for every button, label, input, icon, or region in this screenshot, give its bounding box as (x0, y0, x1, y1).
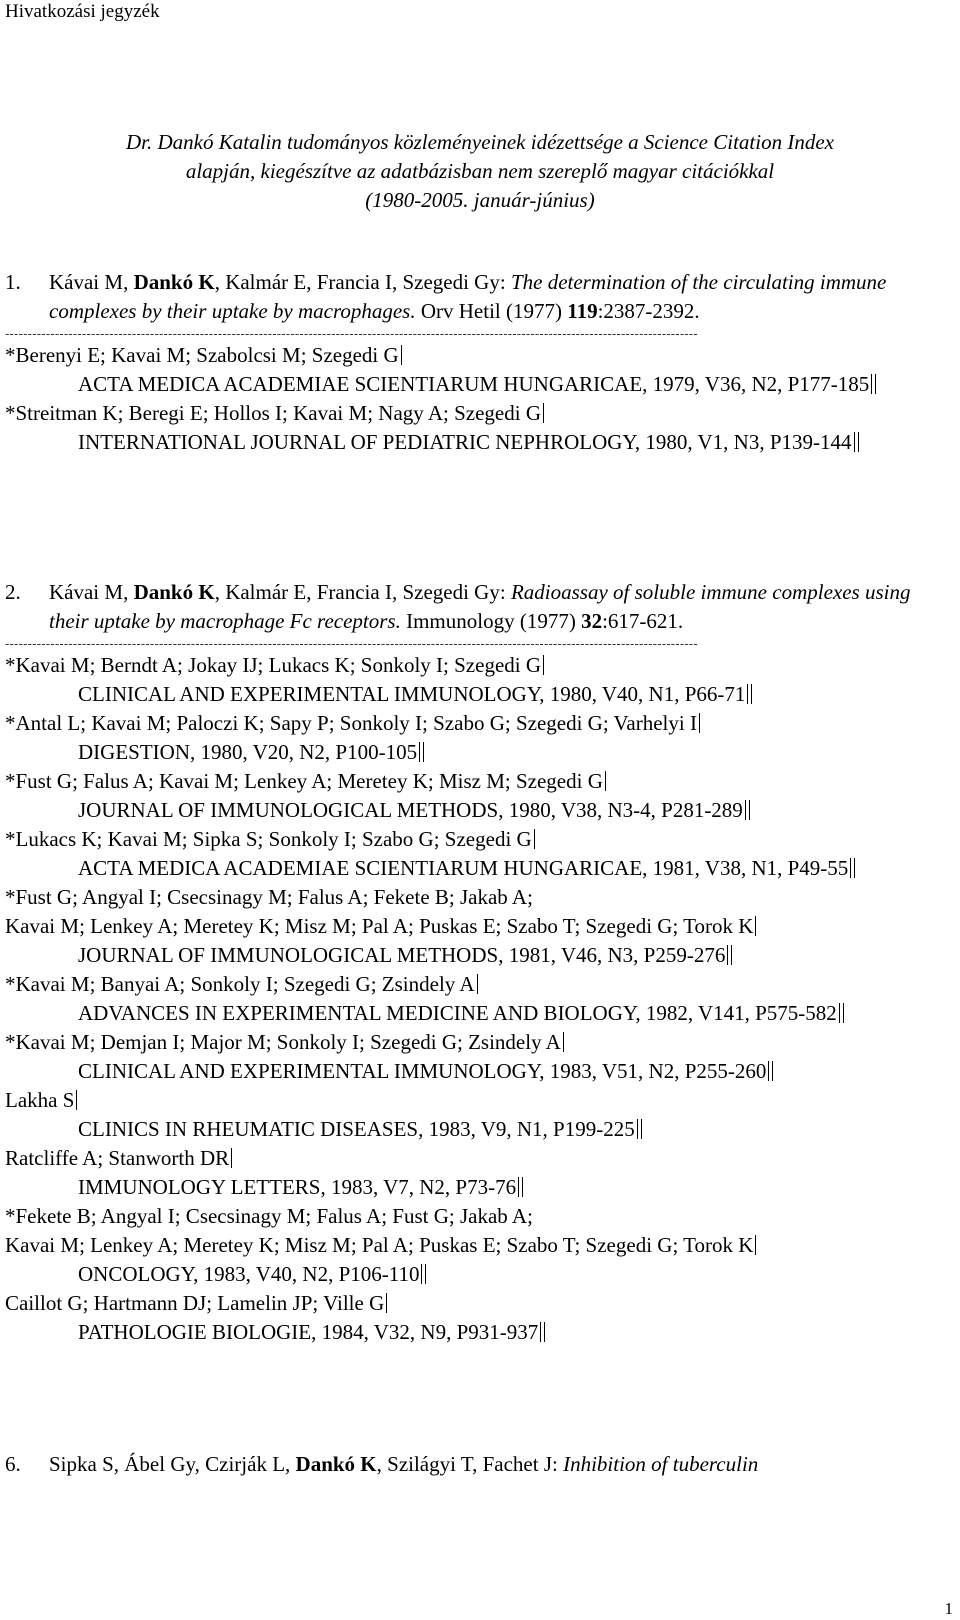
field-delimiter-mark (755, 1235, 756, 1255)
citation-journal (5, 999, 950, 1028)
record-delimiter-mark (749, 800, 750, 820)
record-delimiter-mark (421, 1264, 422, 1284)
field-delimiter-mark (401, 345, 402, 365)
citation-journal-text: CLINICAL AND EXPERIMENTAL IMMUNOLOGY, 1980, V40, N1, P66-71 (78, 682, 746, 706)
citation-journal (5, 1260, 950, 1289)
separator-line: --------------------------------------------------------------------------------------------------------------------------------------------------------- (5, 326, 698, 341)
highlighted-author: Dankó K (133, 270, 215, 294)
record-delimiter-mark (727, 945, 728, 965)
article-title: The determination of the circulating immune complexes by their uptake by macrophages. (49, 270, 887, 323)
page-header: Hivatkozási jegyzék (5, 1, 160, 22)
citation-authors-text: *Antal L; Kavai M; Paloczi K; Sapy P; Sonkoly I; Szabo G; Szegedi G; Varhelyi I (5, 711, 697, 735)
publication-reference (5, 268, 950, 326)
citation-journal-text: INTERNATIONAL JOURNAL OF PEDIATRIC NEPHROLOGY, 1980, V1, N3, P139-144 (78, 430, 852, 454)
journal-volume: 32 (581, 609, 603, 633)
record-delimiter-mark (522, 1177, 523, 1197)
title-line: alapján, kiegészítve az adatbázisban nem szereplő magyar citációkkal (185, 159, 775, 183)
citation-authors-text: Ratcliffe A; Stanworth DR (5, 1146, 230, 1170)
publication-entry-2 (5, 578, 950, 1347)
record-delimiter-mark (637, 1119, 638, 1139)
field-delimiter-mark (534, 829, 535, 849)
citation-journal (5, 854, 950, 883)
citation-authors: *Fust G; Angyal I; Csecsinagy M; Falus A; Fekete B; Jakab A; (5, 885, 533, 909)
citation-authors (5, 825, 950, 854)
record-delimiter-mark (875, 374, 876, 394)
citation-authors-text: Lakha S (5, 1088, 75, 1112)
citation-authors-text: *Kavai M; Banyai A; Sonkoly I; Szegedi G; Zsindely A (5, 972, 475, 996)
record-delimiter-mark (747, 684, 748, 704)
citation-authors-text: *Kavai M; Berndt A; Jokay IJ; Lukacs K; Sonkoly I; Szegedi G (5, 653, 542, 677)
record-delimiter-mark (772, 1061, 773, 1081)
citation-journal (5, 1318, 950, 1347)
citation-item (5, 825, 950, 883)
citation-journal-text: ACTA MEDICA ACADEMIAE SCIENTIARUM HUNGARICAE, 1979, V36, N2, P177-185 (78, 372, 870, 396)
field-delimiter-mark (543, 655, 544, 675)
citation-journal-text: CLINICS IN RHEUMATIC DISEASES, 1983, V9, N1, P199-225 (78, 1117, 635, 1141)
record-delimiter-mark (540, 1322, 541, 1342)
citation-journal (5, 370, 950, 399)
record-delimiter-mark (419, 742, 420, 762)
field-delimiter-mark (755, 916, 756, 936)
record-delimiter-mark (850, 858, 851, 878)
citation-authors (5, 912, 950, 941)
citation-authors (5, 767, 950, 796)
citation-item (5, 1289, 950, 1347)
record-delimiter-mark (423, 742, 424, 762)
citation-authors: *Fekete B; Angyal I; Csecsinagy M; Falus A; Fust G; Jakab A; (5, 1204, 533, 1228)
record-delimiter-mark (854, 432, 855, 452)
co-authors: , Szilágyi T, Fachet J: (376, 1452, 564, 1476)
citation-authors (5, 651, 950, 680)
citation-authors-text: *Lukacs K; Kavai M; Sipka S; Sonkoly I; Szabo G; Szegedi G (5, 827, 532, 851)
citation-item (5, 1202, 950, 1289)
entry-number: 6. (5, 1452, 21, 1476)
citation-item (5, 1028, 950, 1086)
record-delimiter-mark (871, 374, 872, 394)
journal-volume: 119 (567, 299, 598, 323)
record-delimiter-mark (839, 1003, 840, 1023)
citation-authors-text: *Streitman K; Beregi E; Hollos I; Kavai M; Nagy A; Szegedi G (5, 401, 541, 425)
field-delimiter-mark (386, 1293, 387, 1313)
field-delimiter-mark (477, 974, 478, 994)
record-delimiter-mark (843, 1003, 844, 1023)
record-delimiter-mark (858, 432, 859, 452)
citation-journal (5, 428, 950, 457)
citation-item (5, 1144, 950, 1202)
co-authors: Sipka S, Ábel Gy, Czirják L, (49, 1452, 296, 1476)
publication-reference (5, 578, 950, 636)
co-authors: Kávai M, (49, 580, 134, 604)
field-delimiter-mark (699, 713, 700, 733)
record-delimiter-mark (854, 858, 855, 878)
citation-authors-text: *Kavai M; Demjan I; Major M; Sonkoly I; Szegedi G; Zsindely A (5, 1030, 561, 1054)
citation-item (5, 883, 950, 970)
citation-authors (5, 1144, 950, 1173)
citation-authors (5, 399, 950, 428)
citation-journal-text: ACTA MEDICA ACADEMIAE SCIENTIARUM HUNGARICAE, 1981, V38, N1, P49-55 (78, 856, 849, 880)
citation-item (5, 767, 950, 825)
record-delimiter-mark (544, 1322, 545, 1342)
highlighted-author: Dankó K (133, 580, 215, 604)
title-line: Dr. Dankó Katalin tudományos közleményeinek idézettsége a Science Citation Index (126, 130, 834, 154)
citation-item (5, 341, 950, 399)
citation-list (5, 651, 950, 1347)
citation-journal (5, 1173, 950, 1202)
citation-authors (5, 970, 950, 999)
citation-authors (5, 709, 950, 738)
field-delimiter-mark (563, 1032, 564, 1052)
page-number: 1 (944, 1599, 953, 1618)
record-delimiter-mark (641, 1119, 642, 1139)
highlighted-author: Dankó K (295, 1452, 377, 1476)
journal-name: Orv Hetil (1977) (415, 299, 568, 323)
publication-entry-1 (5, 268, 950, 457)
citation-authors-text: *Fust G; Falus A; Kavai M; Lenkey A; Meretey K; Misz M; Szegedi G (5, 769, 603, 793)
citation-authors (5, 341, 950, 370)
article-title: Inhibition of tuberculin (563, 1452, 759, 1476)
field-delimiter-mark (605, 771, 606, 791)
record-delimiter-mark (731, 945, 732, 965)
citation-authors (5, 1289, 950, 1318)
entry-number: 2. (5, 580, 21, 604)
citation-item (5, 1086, 950, 1144)
entry-number: 1. (5, 270, 21, 294)
journal-pages: :2387-2392. (597, 299, 700, 323)
citation-journal (5, 941, 950, 970)
citation-item (5, 651, 950, 709)
article-title: Radioassay of soluble immune complexes using their uptake by macrophage Fc receptors. (49, 580, 911, 633)
citation-journal-text: JOURNAL OF IMMUNOLOGICAL METHODS, 1981, V46, N3, P259-276 (78, 943, 726, 967)
citation-journal (5, 1115, 950, 1144)
citation-journal-text: PATHOLOGIE BIOLOGIE, 1984, V32, N9, P931-937 (78, 1320, 539, 1344)
citation-authors (5, 1086, 950, 1115)
citation-journal (5, 680, 950, 709)
citation-journal-text: DIGESTION, 1980, V20, N2, P100-105 (78, 740, 418, 764)
record-delimiter-mark (745, 800, 746, 820)
field-delimiter-mark (76, 1090, 77, 1110)
journal-pages: :617-621. (602, 609, 684, 633)
citation-journal-text: IMMUNOLOGY LETTERS, 1983, V7, N2, P73-76 (78, 1175, 517, 1199)
co-authors: Kávai M, (49, 270, 134, 294)
citation-authors (5, 1028, 950, 1057)
record-delimiter-mark (768, 1061, 769, 1081)
field-delimiter-mark (543, 403, 544, 423)
title-line: (1980-2005. január-június) (365, 188, 595, 212)
citation-authors-text: Kavai M; Lenkey A; Meretey K; Misz M; Pal A; Puskas E; Szabo T; Szegedi G; Torok K (5, 914, 754, 938)
publication-entry-6 (5, 1450, 950, 1479)
separator-line: --------------------------------------------------------------------------------------------------------------------------------------------------------- (5, 636, 698, 651)
citation-list (5, 341, 950, 457)
record-delimiter-mark (751, 684, 752, 704)
co-authors: , Kalmár E, Francia I, Szegedi Gy: (214, 580, 511, 604)
citation-journal (5, 738, 950, 767)
citation-authors (5, 1231, 950, 1260)
field-delimiter-mark (231, 1148, 232, 1168)
citation-item (5, 970, 950, 1028)
document-title (0, 128, 960, 215)
citation-authors-text: Caillot G; Hartmann DJ; Lamelin JP; Ville G (5, 1291, 385, 1315)
citation-item (5, 709, 950, 767)
citation-journal (5, 1057, 950, 1086)
citation-journal-text: ADVANCES IN EXPERIMENTAL MEDICINE AND BIOLOGY, 1982, V141, P575-582 (78, 1001, 837, 1025)
record-delimiter-mark (425, 1264, 426, 1284)
citation-item (5, 399, 950, 457)
co-authors: , Kalmár E, Francia I, Szegedi Gy: (214, 270, 511, 294)
citation-journal-text: CLINICAL AND EXPERIMENTAL IMMUNOLOGY, 1983, V51, N2, P255-260 (78, 1059, 767, 1083)
citation-journal-text: JOURNAL OF IMMUNOLOGICAL METHODS, 1980, V38, N3-4, P281-289 (78, 798, 743, 822)
citation-authors-text: Kavai M; Lenkey A; Meretey K; Misz M; Pal A; Puskas E; Szabo T; Szegedi G; Torok K (5, 1233, 754, 1257)
citation-journal (5, 796, 950, 825)
journal-name: Immunology (1977) (400, 609, 582, 633)
citation-journal-text: ONCOLOGY, 1983, V40, N2, P106-110 (78, 1262, 420, 1286)
citation-authors-text: *Berenyi E; Kavai M; Szabolcsi M; Szegedi G (5, 343, 399, 367)
record-delimiter-mark (518, 1177, 519, 1197)
publication-reference (5, 1450, 950, 1479)
